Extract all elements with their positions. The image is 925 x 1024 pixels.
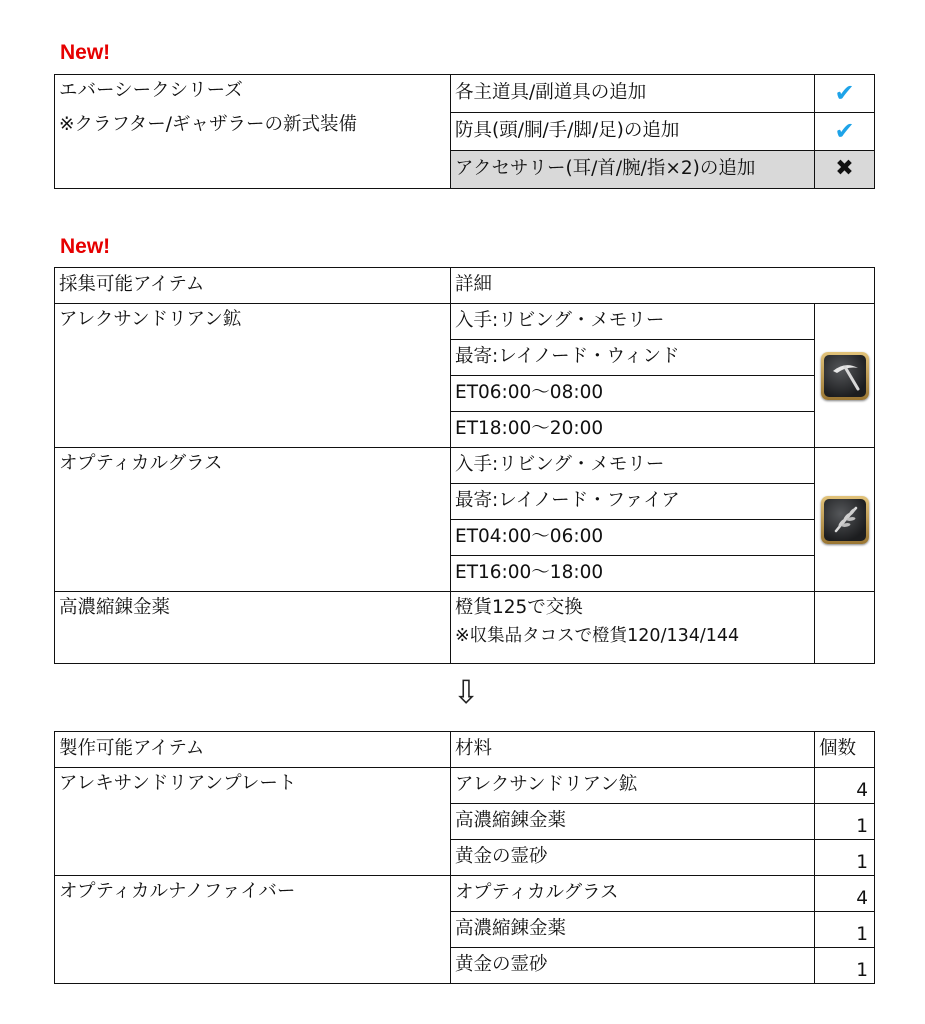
detail-cell: 入手:リビング・メモリー — [451, 304, 815, 340]
material-count: 1 — [815, 948, 875, 984]
material-name: 高濃縮錬金薬 — [451, 912, 815, 948]
material-count: 4 — [815, 876, 875, 912]
table-row — [55, 448, 875, 484]
feature-label: 防具(頭/胴/手/脚/足)の追加 — [451, 113, 815, 151]
material-count: 1 — [815, 840, 875, 876]
detail-cell — [451, 592, 815, 664]
new-label-1: New! — [60, 41, 111, 64]
material-name: 黄金の霊砂 — [451, 948, 815, 984]
craftable-table — [54, 731, 875, 984]
detail-cell: ET16:00〜18:00 — [451, 556, 815, 592]
exchange-note: ※収集品タコスで橙貨120/134/144 — [455, 626, 740, 647]
header-detail: 詳細 — [451, 268, 875, 304]
feature-label: 各主道具/副道具の追加 — [451, 75, 815, 113]
icon-cell — [815, 448, 875, 592]
table-row — [55, 75, 875, 113]
table-row — [55, 768, 875, 804]
cross-icon: ✖ — [835, 156, 854, 182]
header-count: 個数 — [815, 732, 875, 768]
item-name: アレクサンドリアン鉱 — [55, 304, 451, 448]
new-label-2: New! — [60, 235, 111, 258]
status-cell — [815, 151, 875, 189]
series-note: ※クラフター/ギャザラーの新式装備 — [59, 114, 357, 136]
detail-cell: ET04:00〜06:00 — [451, 520, 815, 556]
series-cell — [55, 75, 451, 189]
detail-cell: ET18:00〜20:00 — [451, 412, 815, 448]
table-row — [55, 876, 875, 912]
header-item: 製作可能アイテム — [55, 732, 451, 768]
checkmark-icon: ✔ — [834, 79, 855, 108]
pickaxe-icon — [821, 352, 869, 400]
eversheek-table — [54, 74, 875, 189]
table-header-row — [55, 732, 875, 768]
series-title: エバーシークシリーズ — [59, 80, 243, 101]
detail-cell: ET06:00〜08:00 — [451, 376, 815, 412]
detail-cell: 最寄:レイノード・ウィンド — [451, 340, 815, 376]
exchange-detail: 橙貨125で交換 — [455, 597, 583, 618]
down-arrow-icon: ⇩ — [452, 673, 480, 711]
material-name: 高濃縮錬金薬 — [451, 804, 815, 840]
material-name: 黄金の霊砂 — [451, 840, 815, 876]
header-material: 材料 — [451, 732, 815, 768]
gatherable-table — [54, 267, 875, 664]
checkmark-icon: ✔ — [834, 117, 855, 146]
material-count: 1 — [815, 912, 875, 948]
sickle-grass-icon — [821, 496, 869, 544]
item-name: 高濃縮錬金薬 — [55, 592, 451, 664]
material-count: 1 — [815, 804, 875, 840]
feature-label: アクセサリー(耳/首/腕/指×2)の追加 — [451, 151, 815, 189]
craft-item-name: アレキサンドリアンプレート — [55, 768, 451, 876]
material-name: オプティカルグラス — [451, 876, 815, 912]
craft-item-name: オプティカルナノファイバー — [55, 876, 451, 984]
header-item: 採集可能アイテム — [55, 268, 451, 304]
material-name: アレクサンドリアン鉱 — [451, 768, 815, 804]
table-header-row — [55, 268, 875, 304]
material-count: 4 — [815, 768, 875, 804]
status-cell — [815, 113, 875, 151]
detail-cell: 入手:リビング・メモリー — [451, 448, 815, 484]
item-name: オプティカルグラス — [55, 448, 451, 592]
icon-cell — [815, 304, 875, 448]
table-row — [55, 592, 875, 664]
table-row — [55, 304, 875, 340]
empty-cell — [815, 592, 875, 664]
status-cell — [815, 75, 875, 113]
detail-cell: 最寄:レイノード・ファイア — [451, 484, 815, 520]
